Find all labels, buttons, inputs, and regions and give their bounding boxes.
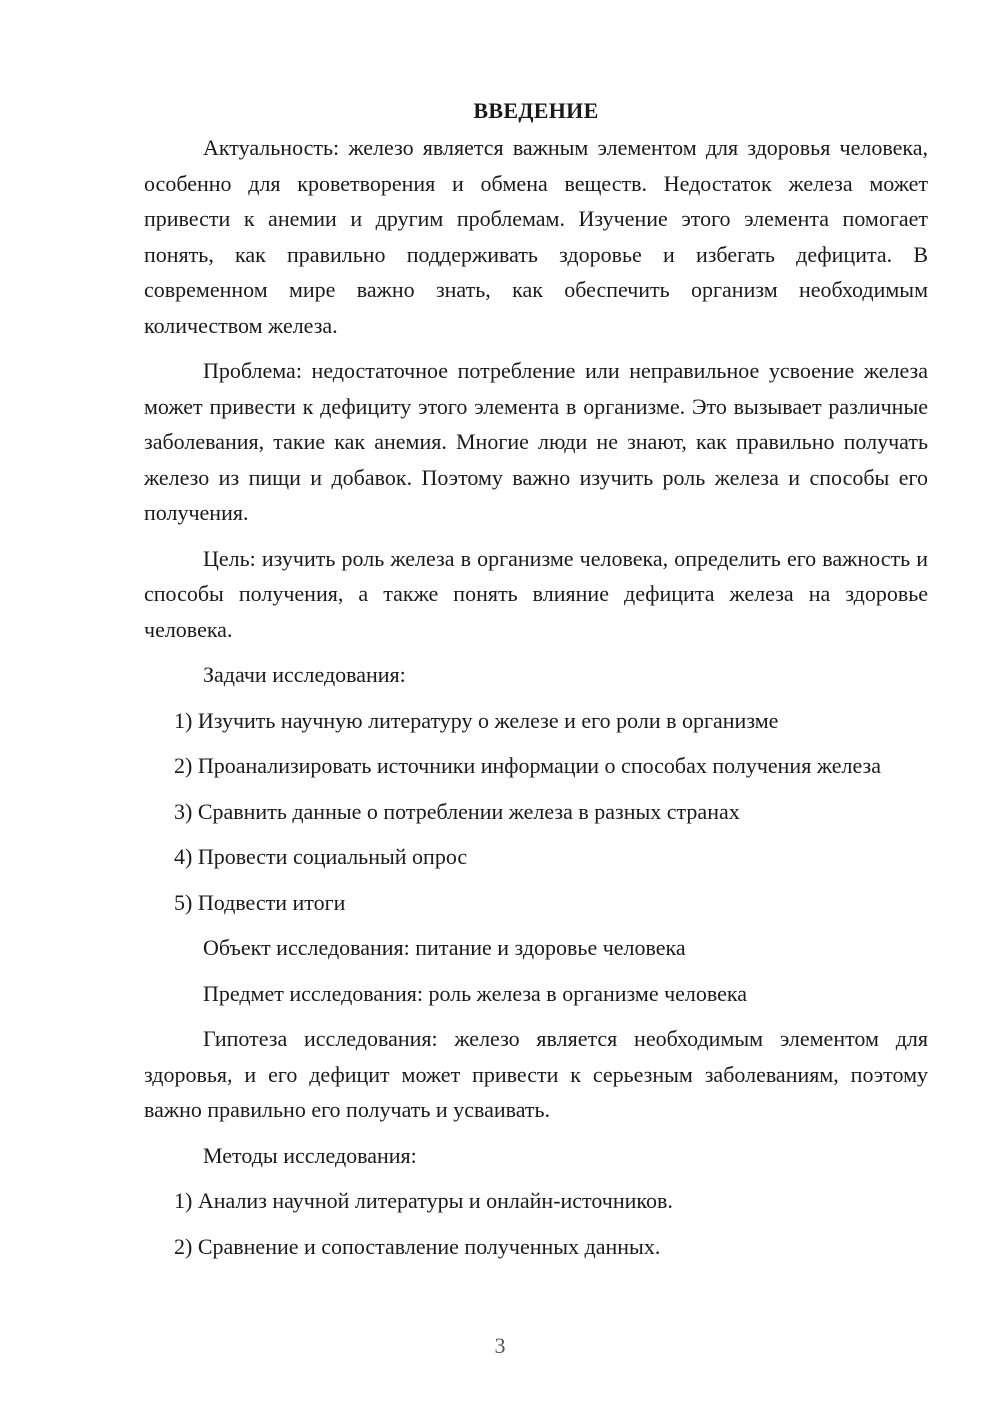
task-item-5: 5) Подвести итоги <box>174 889 346 915</box>
problem-paragraph: Проблема: недостаточное потребление или неправильное усвоение железа может привести к дефициту этого элемента в организме. Это вызывает различные заболевания, такие как анемия. Многие люди не знают, как правильно получать железо из пищи и добавок. Поэтому важно изучить роль железа и способы его получения. <box>144 358 928 525</box>
method-item-1: 1) Анализ научной литературы и онлайн-источников. <box>174 1188 673 1213</box>
methods-heading: Методы исследования: <box>203 1142 417 1168</box>
task-item-3: 3) Сравнить данные о потреблении железа в разных странах <box>174 798 740 824</box>
page-number: 3 <box>494 1333 506 1358</box>
task-item-4: 4) Провести социальный опрос <box>174 844 468 869</box>
goal-paragraph: Цель: изучить роль железа в организме человека, определить его важность и способы получения, а также понять влияние дефицита железа на здоровье человека. <box>144 545 928 642</box>
research-object: Объект исследования: питание и здоровье человека <box>203 935 686 960</box>
hypothesis-paragraph: Гипотеза исследования: железо является необходимым элементом для здоровья, и его дефицит может привести к серьезным заболеваниям, поэтому важно правильно его получать и усваивать. <box>144 1026 928 1122</box>
tasks-heading: Задачи исследования: <box>203 662 406 687</box>
task-item-2: 2) Проанализировать источники информации о способах получения железа <box>174 753 881 778</box>
document-page <box>144 96 928 1274</box>
method-item-2: 2) Сравнение и сопоставление полученных данных. <box>174 1233 661 1259</box>
section-title: ВВЕДЕНИЕ <box>473 98 599 123</box>
relevance-paragraph: Актуальность: железо является важным элементом для здоровья человека, особенно для кроветворения и обмена веществ. Недостаток железа может привести к анемии и другим проблемам. Изучение этого элемента помогает понять, как правильно поддерживать здоровье и избегать дефицита. В современном мире важно знать, как обеспечить организм необходимым количеством железа. <box>144 135 928 338</box>
task-item-1: 1) Изучить научную литературу о железе и его роли в организме <box>174 707 779 733</box>
research-subject: Предмет исследования: роль железа в организме человека <box>203 980 748 1006</box>
